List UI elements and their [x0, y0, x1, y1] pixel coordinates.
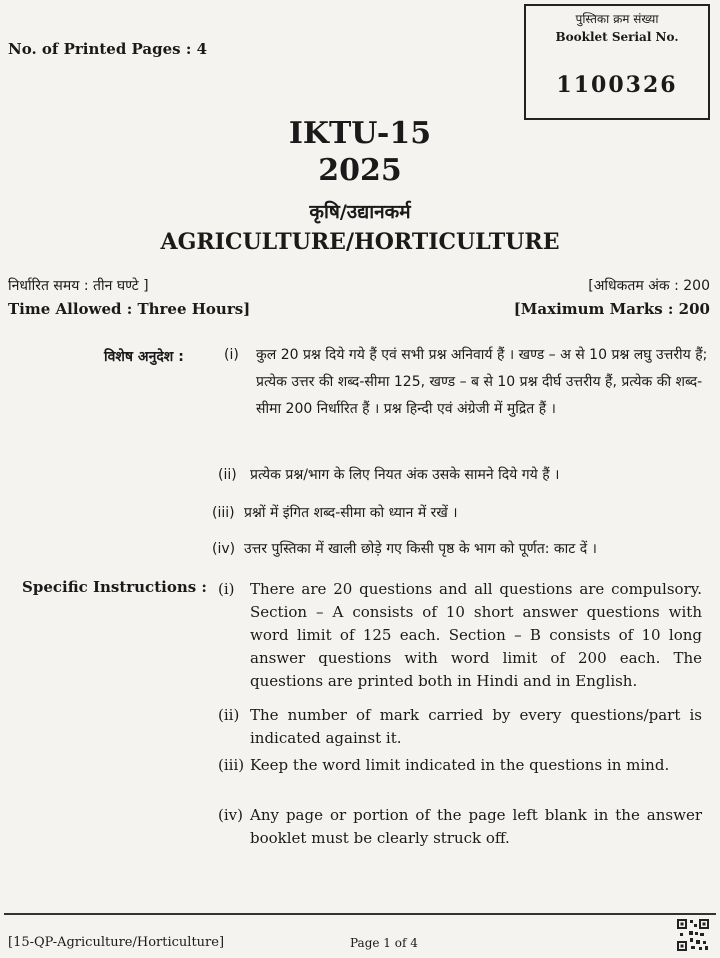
instruction-number: (i): [224, 347, 239, 363]
instruction-number: (iii): [218, 756, 245, 774]
instructions-heading-hindi: विशेष अनुदेश :: [104, 349, 184, 365]
instruction-text: Any page or portion of the page left blank in the answer booklet must be clearly struck off.: [250, 806, 702, 847]
maximum-marks: [Maximum Marks : 200: [513, 300, 710, 318]
instruction-item: [218, 704, 702, 750]
instruction-item: [218, 754, 702, 777]
instruction-number: (iii): [212, 505, 235, 521]
time-allowed-hindi: निर्धारित समय : तीन घण्टे ]: [8, 278, 149, 294]
instruction-text: प्रत्येक प्रश्न/भाग के लिए नियत अंक उसके सामने दिये गये हैं ।: [250, 467, 560, 483]
footer-paper-id: [15-QP-Agriculture/Horticulture]: [8, 935, 225, 950]
printed-pages: No. of Printed Pages : 4: [8, 40, 208, 58]
subject-title-hindi: कृषि/उद्यानकर्म: [309, 201, 411, 223]
maximum-marks-hindi: [अधिकतम अंक : 200: [588, 278, 710, 294]
page-number: Page 1 of 4: [350, 936, 418, 950]
instruction-text: उत्तर पुस्तिका में खाली छोड़े गए किसी पृष्ठ के भाग को पूर्णत: काट दें ।: [244, 541, 597, 557]
instructions-heading: Specific Instructions :: [22, 578, 207, 596]
instruction-item-hindi: [212, 536, 710, 563]
qr-code-icon: [676, 918, 710, 952]
paper-code: IKTU-15: [288, 116, 432, 151]
instruction-number: (iv): [218, 806, 243, 824]
instruction-item-hindi: [224, 342, 710, 423]
instruction-item: [218, 804, 702, 850]
instruction-text: प्रश्नों में इंगित शब्द-सीमा को ध्यान में रखें ।: [244, 505, 458, 521]
footer-divider: [4, 913, 716, 915]
instruction-text: The number of mark carried by every questions/part is indicated against it.: [250, 706, 702, 747]
time-allowed: Time Allowed : Three Hours]: [8, 300, 251, 318]
instruction-text: Keep the word limit indicated in the questions in mind.: [250, 756, 670, 774]
booklet-serial-box: [524, 4, 710, 120]
booklet-serial-number: 1100326: [556, 72, 678, 98]
instruction-number: (i): [218, 580, 235, 598]
booklet-serial-label-hindi: पुस्तिका क्रम संख्या: [575, 12, 659, 26]
instruction-item-hindi: [212, 500, 710, 527]
instruction-text: कुल 20 प्रश्न दिये गये हैं एवं सभी प्रश्न अनिवार्य हैं । खण्ड – अ से 10 प्रश्न लघु उत्तरीय हैं; प्रत्येक उत्तर की शब्द-सीमा 125, खण्ड – ब से 10 प्रश्न दीर्घ उत्तरीय हैं, प्रत्येक की शब्द-सीमा 200 निर्धारित हैं । प्रश्न हिन्दी एवं अंग्रेजी में मुद्रित हैं ।: [256, 347, 708, 417]
instruction-number: (ii): [218, 706, 240, 724]
instruction-number: (ii): [218, 467, 237, 483]
instruction-number: (iv): [212, 541, 236, 557]
instruction-item: [218, 578, 702, 693]
exam-year: 2025: [318, 153, 402, 188]
instruction-text: There are 20 questions and all questions are compulsory. Section – A consists of 10 short answer questions with word limit of 125 each. Section – B consists of 10 long answer questions with word limit of 200 each. The questions are printed both in Hindi and in English.: [250, 580, 702, 690]
instruction-item-hindi: [218, 462, 710, 489]
booklet-serial-label: Booklet Serial No.: [555, 30, 679, 44]
subject-title: AGRICULTURE/HORTICULTURE: [160, 229, 560, 255]
